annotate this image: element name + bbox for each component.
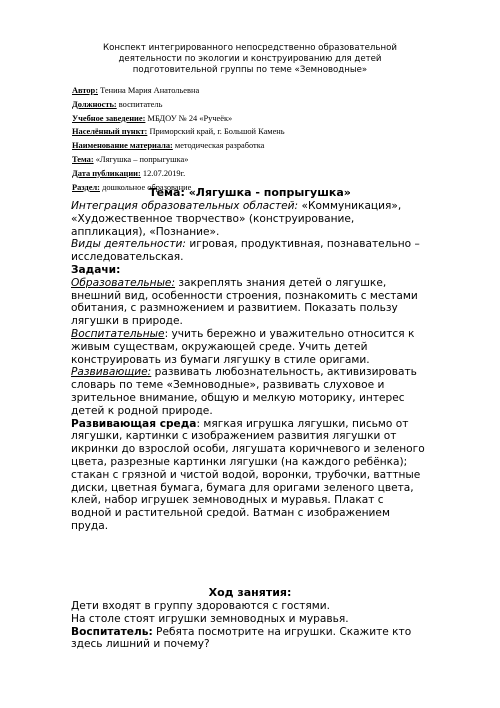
- text-line: диски, цветная бумага, бумага для оригами зеленого цвета,: [71, 481, 414, 494]
- text-line: [71, 418, 451, 431]
- topic-heading: Тема: «Лягушка - попрыгушка»: [149, 186, 351, 199]
- meta-label: Населённый пункт:: [72, 127, 148, 137]
- meta-value: Приморский край, г. Большой Камень: [147, 127, 285, 137]
- text-line: клей, набор игрушек земноводных и муравья. Плакат с: [71, 494, 384, 507]
- meta-topic: [72, 153, 452, 167]
- text-line: здесь лишний и почему?: [71, 638, 210, 651]
- text-line: исследовательская.: [71, 251, 184, 264]
- tasks-heading: Задачи:: [71, 263, 121, 276]
- text-line: [71, 626, 451, 639]
- text-line: детей к родной природе.: [71, 404, 213, 417]
- text-line: конструировать из бумаги лягушку в стиле оригами.: [71, 353, 370, 366]
- vos-text: : учить бережно и уважительно относится к: [164, 327, 415, 340]
- meta-locality: [72, 125, 452, 139]
- edu-text: закреплять знания детей о лягушке,: [175, 276, 387, 289]
- main-body: [71, 200, 451, 533]
- text-line: [71, 366, 451, 379]
- environment-text: : мягкая игрушка лягушки, письмо от: [196, 417, 409, 430]
- meta-value: воспитатель: [116, 99, 163, 109]
- title-line: деятельности по экологии и конструированию для детей: [118, 54, 382, 65]
- integration-text: «Коммуникация»,: [298, 200, 402, 212]
- meta-label: Дата публикации:: [72, 168, 141, 178]
- text-line: На столе стоят игрушки земноводных и муравья.: [71, 612, 349, 625]
- meta-institution: [72, 112, 452, 126]
- text-line: аппликация), «Познание».: [71, 225, 220, 238]
- meta-label: Тема:: [72, 154, 94, 164]
- title-line: Конспект интегрированного непосредственно образовательной: [103, 43, 397, 53]
- text-line: обитания, с размножением и развитием. Показать пользу: [71, 302, 398, 315]
- edu-label: Образовательные:: [71, 276, 176, 289]
- text-line: живым существам, окружающей среде. Учить детей: [71, 340, 368, 353]
- meta-value: 12.07.2019г.: [140, 168, 186, 178]
- meta-value: Тенина Мария Анатольевна: [98, 86, 200, 95]
- meta-author: [72, 84, 452, 98]
- activity-label: Виды деятельности:: [71, 238, 186, 251]
- environment-label: Развивающая среда: [71, 417, 197, 430]
- lesson-body: [71, 600, 451, 651]
- text-line: внешний вид, особенности строения, познакомить с местами: [71, 289, 418, 302]
- text-line: [71, 277, 451, 290]
- meta-date: [72, 167, 452, 181]
- teacher-text: Ребята посмотрите на игрушки. Скажите кто: [152, 625, 412, 638]
- text-line: словарь по теме «Земноводные», развивать слуховое и: [71, 379, 385, 392]
- meta-value: дошкольное образование: [99, 182, 192, 192]
- metadata-block: [72, 84, 452, 194]
- meta-value: МБДОУ № 24 «Ручеёк»: [145, 113, 233, 123]
- integration-label: Интеграция образовательных областей:: [71, 200, 299, 212]
- text-line: икринки до взрослой особи, лягушата коричневого и зеленого: [71, 443, 425, 456]
- document-title: [70, 43, 430, 77]
- text-line: водной и растительной средой. Ватман с изображением: [71, 507, 390, 520]
- text-line: [71, 238, 451, 251]
- text-line: «Художественное творчество» (конструирование,: [71, 212, 355, 225]
- meta-value: «Лягушка – попрыгушка»: [93, 154, 189, 164]
- text-line: лягушки, картинки с изображением развития лягушки от: [71, 430, 397, 443]
- meta-material: [72, 139, 452, 153]
- text-line: цвета, разрезные картинки лягушки (на каждого ребёнка);: [71, 455, 408, 468]
- text-line: [71, 328, 451, 341]
- meta-label: Автор:: [72, 86, 98, 95]
- meta-position: [72, 98, 452, 112]
- meta-label: Учебное заведение:: [72, 113, 146, 123]
- text-line: [71, 200, 451, 213]
- title-line: подготовительной группы по теме «Земноводные»: [132, 65, 368, 76]
- text-line: Дети входят в группу здороваются с гостями.: [71, 600, 330, 612]
- meta-label: Должность:: [72, 99, 117, 109]
- dev-label: Развивающие:: [71, 366, 152, 379]
- teacher-label: Воспитатель:: [71, 625, 153, 638]
- activity-text: игровая, продуктивная, познавательно –: [186, 238, 420, 251]
- text-line: стакан с грязной и чистой водой, воронки, трубочки, ваттные: [71, 468, 421, 481]
- meta-value: методическая разработка: [172, 141, 265, 151]
- text-line: зрительное внимание, общую и мелкую моторику, интерес: [71, 391, 405, 404]
- text-line: лягушки в природе.: [71, 315, 183, 328]
- meta-label: Раздел:: [72, 182, 100, 192]
- lesson-heading: Ход занятия:: [208, 586, 292, 599]
- vos-label: Воспитательные: [71, 327, 165, 340]
- meta-label: Наименование материала:: [72, 141, 173, 151]
- dev-text: развивать любознательность, активизировать: [151, 366, 417, 379]
- text-line: пруда.: [71, 519, 109, 532]
